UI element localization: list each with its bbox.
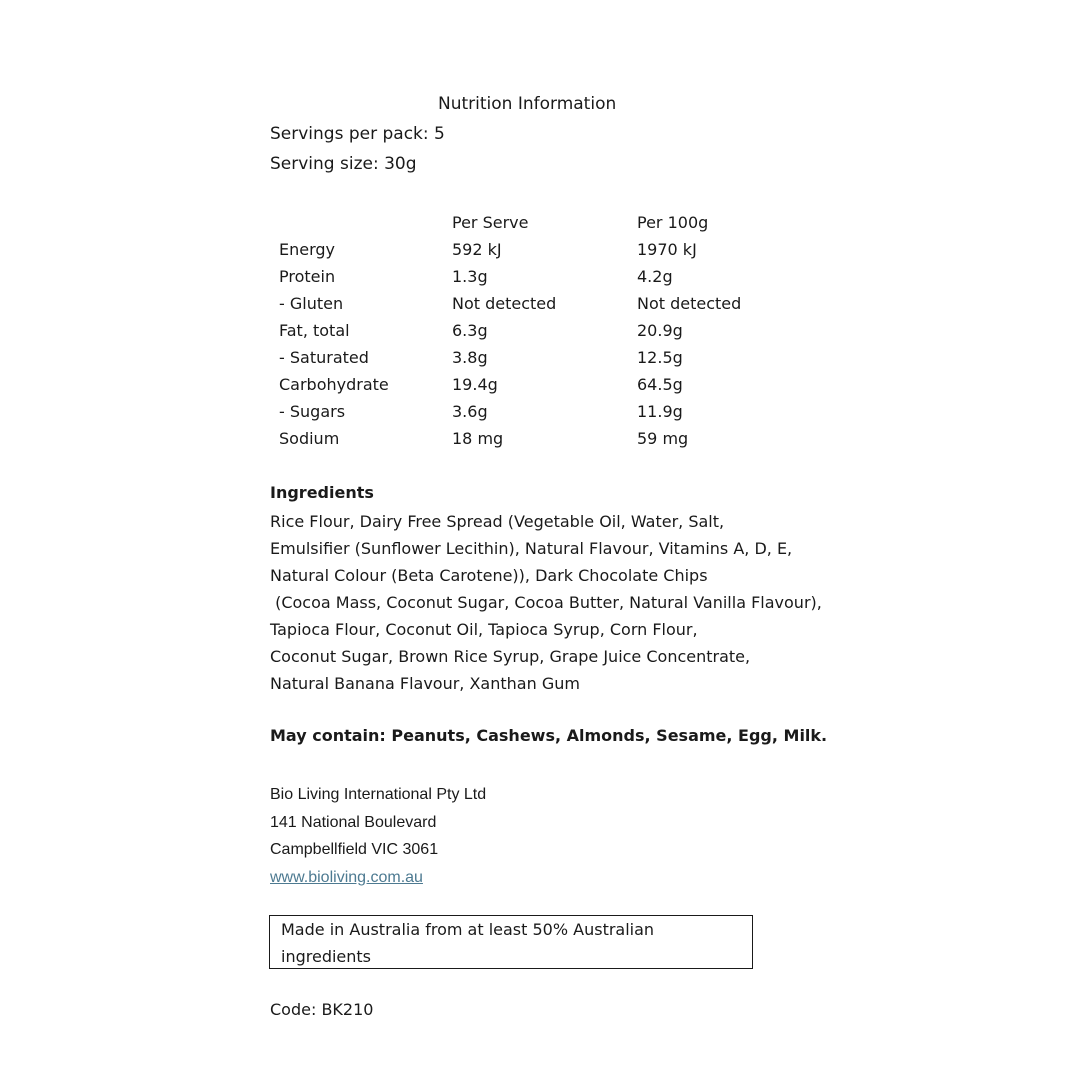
per-serve-value: 19.4g <box>452 375 498 394</box>
nutrition-row-fat-total <box>270 317 787 344</box>
nutrition-row-gluten <box>270 290 787 317</box>
ingredients-line: Natural Banana Flavour, Xanthan Gum <box>270 674 580 693</box>
per-serve-value: 3.8g <box>452 348 488 367</box>
per-serve-value: 18 mg <box>452 429 504 448</box>
ingredients-heading: Ingredients <box>270 483 374 502</box>
company-street: 141 National Boulevard <box>270 813 437 831</box>
nutrient-name: - Sugars <box>279 402 346 421</box>
per-100g-value: Not detected <box>637 294 742 313</box>
per-100g-value: 20.9g <box>637 321 683 340</box>
nutrient-name: Energy <box>279 240 336 259</box>
per-100g-value: 4.2g <box>637 267 673 286</box>
nutrient-name: Protein <box>279 267 336 286</box>
per-serve-value: 3.6g <box>452 402 488 421</box>
per-serve-value: 592 kJ <box>452 240 502 259</box>
company-address <box>270 781 486 891</box>
nutrition-row-sodium <box>270 425 787 452</box>
per-serve-value: Not detected <box>452 294 557 313</box>
ingredients-line: Natural Colour (Beta Carotene)), Dark Chocolate Chips <box>270 566 708 585</box>
per-100g-column-header: Per 100g <box>637 212 709 232</box>
nutrient-name: Fat, total <box>279 321 350 340</box>
per-100g-value: 59 mg <box>637 429 689 448</box>
product-code: Code: BK210 <box>270 1000 374 1019</box>
nutrient-name: Sodium <box>279 429 340 448</box>
company-website-link[interactable]: www.bioliving.com.au <box>270 868 423 886</box>
nutrient-name: Carbohydrate <box>279 375 389 394</box>
per-serve-value: 6.3g <box>452 321 488 340</box>
ingredients-line: Rice Flour, Dairy Free Spread (Vegetable Oil, Water, Salt, <box>270 512 725 531</box>
nutrition-row-energy <box>270 236 787 263</box>
per-100g-value: 1970 kJ <box>637 240 697 259</box>
per-serve-column-header: Per Serve <box>452 212 529 232</box>
nutrition-row-saturated <box>270 344 787 371</box>
nutrient-name: - Gluten <box>279 294 344 313</box>
company-name: Bio Living International Pty Ltd <box>270 786 487 803</box>
ingredients-line: Tapioca Flour, Coconut Oil, Tapioca Syrup, Corn Flour, <box>270 620 698 639</box>
origin-line: ingredients <box>281 947 372 966</box>
nutrition-title: Nutrition Information <box>438 94 617 114</box>
per-100g-value: 64.5g <box>637 375 683 394</box>
per-100g-value: 12.5g <box>637 348 683 367</box>
nutrition-header-row <box>270 208 787 236</box>
ingredients-list <box>270 508 880 697</box>
per-100g-value: 11.9g <box>637 402 683 421</box>
origin-line: Made in Australia from at least 50% Australian <box>281 920 655 939</box>
allergen-statement: May contain: Peanuts, Cashews, Almonds, Sesame, Egg, Milk. <box>270 726 828 745</box>
company-city: Campbellfield VIC 3061 <box>270 841 439 858</box>
nutrition-table <box>270 208 787 452</box>
nutrient-column-header <box>270 208 452 236</box>
servings-per-pack: Servings per pack: 5 <box>270 124 445 144</box>
nutrition-row-sugars <box>270 398 787 425</box>
serving-size: Serving size: 30g <box>270 154 417 174</box>
ingredients-line: Emulsifier (Sunflower Lecithin), Natural Flavour, Vitamins A, D, E, <box>270 539 793 558</box>
nutrition-row-protein <box>270 263 787 290</box>
per-serve-value: 1.3g <box>452 267 488 286</box>
ingredients-line: Coconut Sugar, Brown Rice Syrup, Grape Juice Concentrate, <box>270 647 751 666</box>
nutrition-row-carbohydrate <box>270 371 787 398</box>
country-of-origin-box <box>269 915 753 969</box>
nutrient-name: - Saturated <box>279 348 369 367</box>
ingredients-line: (Cocoa Mass, Coconut Sugar, Cocoa Butter, Natural Vanilla Flavour), <box>270 593 822 612</box>
